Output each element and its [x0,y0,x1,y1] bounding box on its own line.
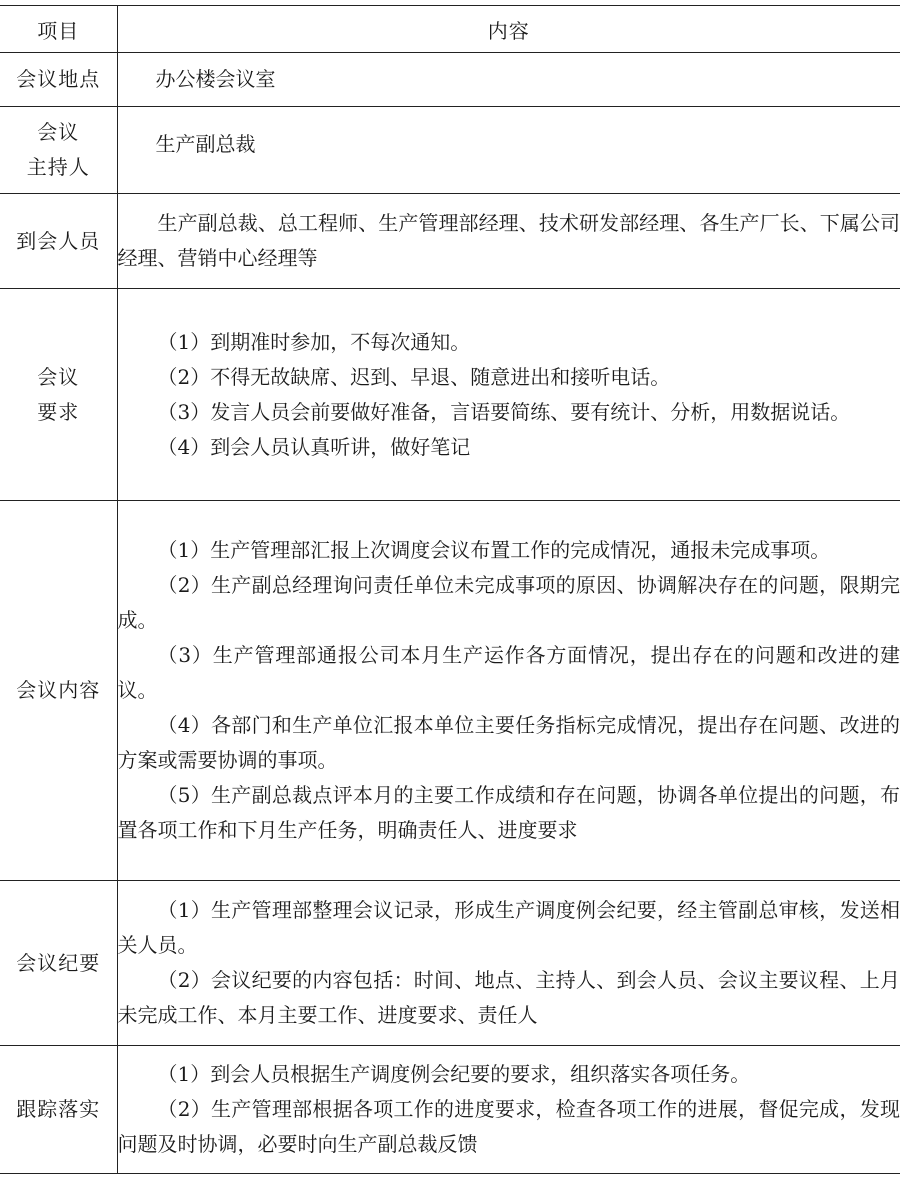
content-paragraph: （2）不得无故缺席、迟到、早退、随意进出和接听电话。 [157,364,671,389]
row-content [117,289,900,501]
label-line: 跟踪落实 [16,1097,101,1121]
header-content: 内容 [117,6,900,53]
label-line: 要求 [37,399,80,424]
row-content [117,1046,900,1174]
content-paragraph: （2）生产管理部根据各项工作的进度要求，检查各项工作的进展，督促完成，发现问题及时协调，必要时向生产副总裁反馈 [117,1097,900,1156]
content-paragraph: （3）生产管理部通报公司本月生产运作各方面情况，提出存在的问题和改进的建议。 [117,643,900,702]
header-item: 项目 [0,6,117,53]
row-label [0,107,117,194]
content-paragraph: （3）发言人员会前要做好准备，言语要简练、要有统计、分析，用数据说话。 [157,399,851,424]
content-paragraph: 生产副总裁、总工程师、生产管理部经理、技术研发部经理、各生产厂长、下属公司经理、营销中心经理等 [117,211,900,270]
label-line: 主持人 [26,155,90,179]
label-line: 会议 [37,364,80,389]
table-header-row [0,6,900,53]
meeting-table [0,5,900,1174]
row-meeting-minutes [0,881,900,1046]
row-attendees [0,194,900,289]
content-paragraph: （4）各部门和生产单位汇报本单位主要任务指标完成情况，提出存在问题、改进的方案或需要协调的事项。 [117,713,900,772]
content-paragraph: （5）生产副总裁点评本月的主要工作成绩和存在问题，协调各单位提出的问题，布置各项工作和下月生产任务，明确责任人、进度要求 [117,783,900,842]
content-paragraph: 生产副总裁 [155,131,256,156]
content-paragraph: （1）生产管理部汇报上次调度会议布置工作的完成情况，通报未完成事项。 [157,538,831,562]
label-line: 会议内容 [16,678,101,702]
label-line: 会议纪要 [16,950,101,975]
row-meeting-requirements [0,289,900,501]
row-meeting-host [0,107,900,194]
row-label [0,289,117,501]
label-line: 到会人员 [16,228,101,253]
row-content [117,53,900,107]
row-label [0,53,117,107]
content-paragraph: 办公楼会议室 [155,67,276,91]
content-paragraph: （4）到会人员认真听讲，做好笔记 [157,434,471,459]
row-meeting-location [0,53,900,107]
label-line: 会议地点 [16,67,101,91]
content-paragraph: （2）会议纪要的内容包括：时间、地点、主持人、到会人员、会议主要议程、上月未完成工作、本月主要工作、进度要求、责任人 [117,968,900,1027]
row-meeting-content [0,501,900,881]
content-paragraph: （1）到期准时参加，不每次通知。 [157,329,471,354]
row-content [117,194,900,289]
row-label [0,881,117,1046]
content-paragraph: （1）到会人员根据生产调度例会纪要的要求，组织落实各项任务。 [157,1062,751,1086]
row-content [117,107,900,194]
row-label [0,1046,117,1174]
row-content [117,881,900,1046]
row-label [0,501,117,881]
row-label [0,194,117,289]
row-content [117,501,900,881]
content-paragraph: （2）生产副总经理询问责任单位未完成事项的原因、协调解决存在的问题，限期完成。 [117,573,900,632]
row-follow-up [0,1046,900,1174]
label-line: 会议 [37,120,80,144]
content-paragraph: （1）生产管理部整理会议记录，形成生产调度例会纪要，经主管副总审核，发送相关人员。 [117,898,900,957]
